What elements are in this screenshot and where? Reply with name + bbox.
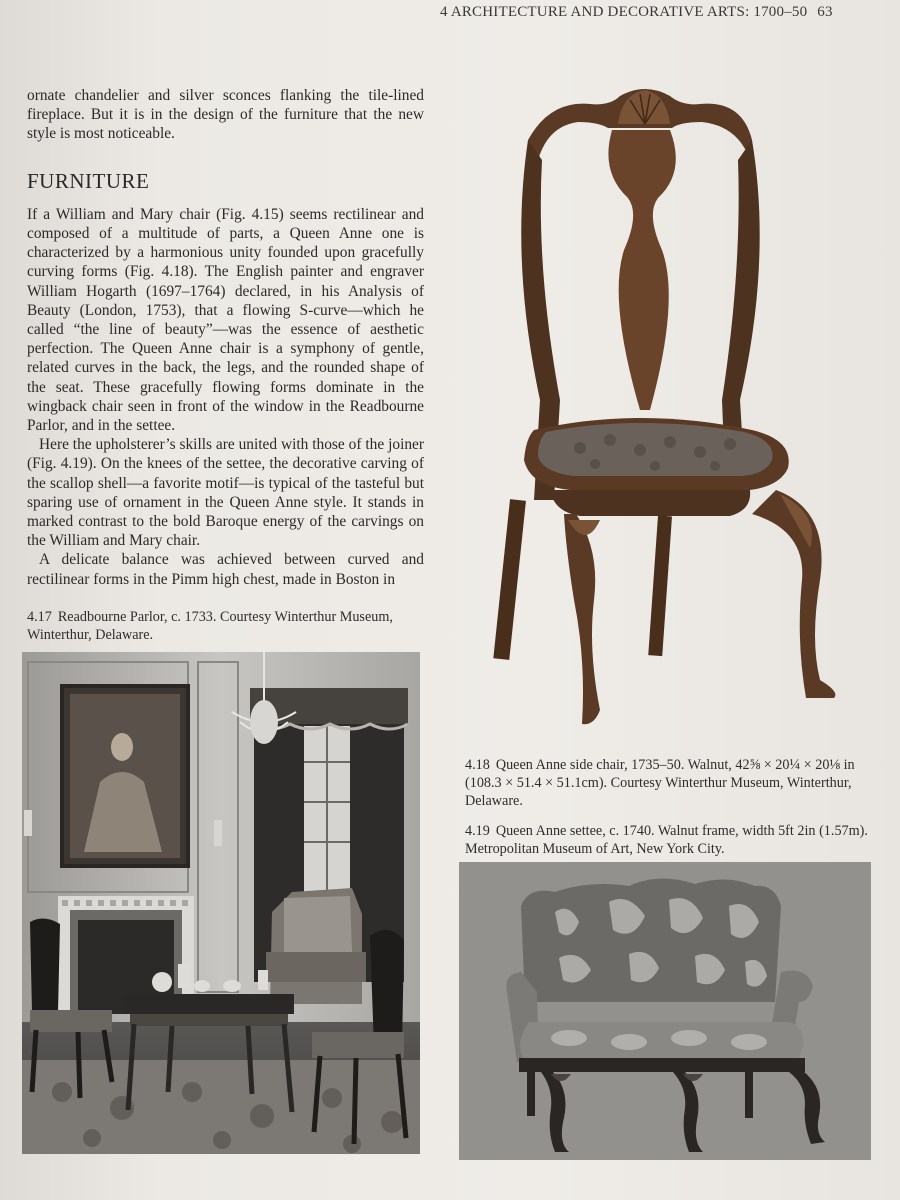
body-text-column bbox=[27, 86, 424, 589]
chapter-title: 4 ARCHITECTURE AND DECORATIVE ARTS: 1700–50 bbox=[440, 4, 808, 20]
paragraph-3: A delicate balance was achieved between curved and rectilinear forms in the Pimm high chest, made in Boston in bbox=[27, 551, 424, 588]
paragraph-1: If a William and Mary chair (Fig. 4.15) seems rectilinear and composed of a multitude of parts, a Queen Anne one is characterized by a harmonious unity founded upon gracefully curving forms (Fig. 4.18). The English painter and engraver William Hogarth (1697–1764) declared, in his Analysis of Beauty (London, 1753), that a flowing S-curve—which he called “the line of beauty”—was the essence of aesthetic perfection. The Queen Anne chair is a symphony of gentle, related curves in the back, the legs, and the rounded shape of the seat. These gracefully flowing forms dominate in the wingback chair seen in front of the window in the Readbourne Parlor, and in the settee. bbox=[27, 205, 424, 435]
caption-fig-4-19 bbox=[465, 822, 870, 858]
caption-number: 4.19 bbox=[465, 823, 490, 839]
caption-fig-4-17 bbox=[27, 608, 422, 644]
page-number: 63 bbox=[817, 4, 833, 20]
side-chair-photo bbox=[490, 80, 850, 750]
caption-text: Readbourne Parlor, c. 1733. Courtesy Winterthur Museum, Winterthur, Delaware. bbox=[27, 609, 393, 643]
caption-fig-4-18 bbox=[465, 756, 870, 810]
caption-number: 4.17 bbox=[27, 609, 52, 625]
settee-photo bbox=[459, 862, 871, 1160]
caption-number: 4.18 bbox=[465, 757, 490, 773]
section-heading: FURNITURE bbox=[27, 168, 150, 193]
paragraph-2: Here the upholsterer’s skills are united with those of the joiner (Fig. 4.19). On the knees of the settee, the decorative carving of the scallop shell—a favorite motif—is typical of the tasteful but sparing use of ornament in the Queen Anne style. It stands in marked contrast to the bold Baroque energy of the carvings on the William and Mary chair. bbox=[27, 436, 424, 550]
intro-paragraph: ornate chandelier and silver sconces flanking the tile-lined fireplace. But it is in the design of the furniture that the new style is most noticeable. bbox=[27, 87, 424, 143]
parlor-photo bbox=[22, 652, 420, 1154]
caption-text: Queen Anne settee, c. 1740. Walnut frame, width 5ft 2in (1.57m). Metropolitan Museum of Art, New York City. bbox=[465, 823, 868, 857]
running-head bbox=[440, 4, 880, 21]
caption-text: Queen Anne side chair, 1735–50. Walnut, 42⅝ × 20¼ × 20⅛ in (108.3 × 51.4 × 51.1cm). Courtesy Winterthur Museum, Winterthur, Delaware. bbox=[465, 757, 855, 809]
